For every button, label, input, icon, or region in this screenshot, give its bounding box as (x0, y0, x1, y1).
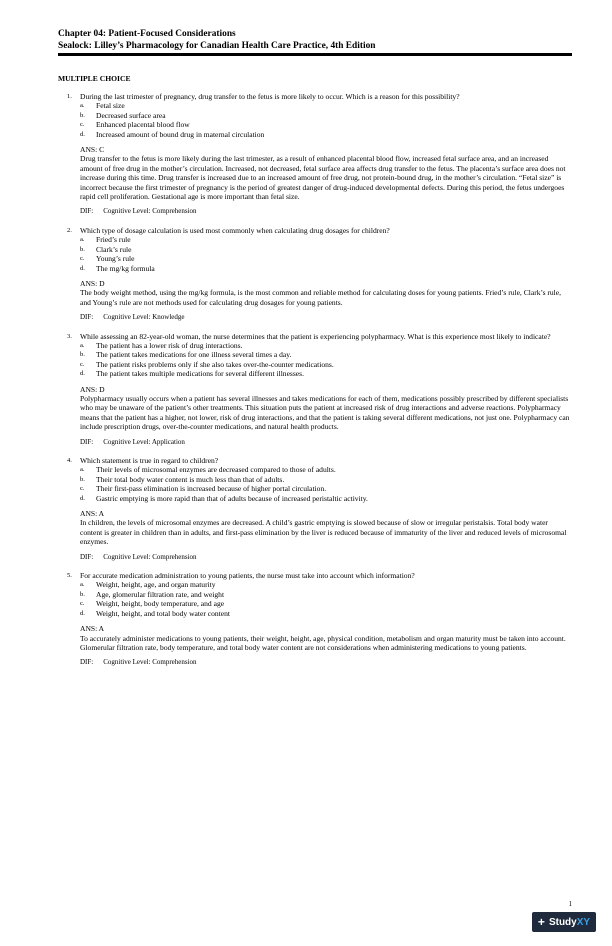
question-number: 2. (67, 226, 72, 234)
question-item (58, 571, 572, 668)
difficulty-value: Cognitive Level: Comprehension (103, 207, 197, 216)
option-letter: b. (80, 351, 85, 359)
difficulty-line (58, 553, 572, 562)
option-text: Clark’s rule (96, 244, 132, 254)
option-text: Young’s rule (96, 254, 135, 264)
difficulty-line (58, 438, 572, 447)
option-text: The patient has a lower risk of drug interactions. (96, 340, 243, 350)
question-stem (58, 332, 572, 341)
chapter-title: Chapter 04: Patient-Focused Considerations (58, 29, 236, 39)
option-letter: a. (80, 102, 85, 110)
option-list (58, 341, 572, 379)
question-item (58, 456, 572, 562)
question-number: 1. (67, 93, 72, 100)
option-text: Gastric emptying is more rapid than that of adults because of increased peristaltic activity. (96, 493, 368, 503)
difficulty-line (58, 207, 572, 216)
answer-explanation: To accurately administer medications to young patients, their weight, height, age, physical condition, metabolism and organ maturity must be taken into account. Glomerular filtration rate, body temperature, and total body water content are not considerations when administering medications to young patients. (80, 633, 566, 652)
option-letter: b. (80, 245, 85, 253)
option-letter: a. (80, 236, 85, 244)
difficulty-value: Cognitive Level: Comprehension (103, 658, 197, 667)
option-letter: d. (80, 494, 85, 502)
option-letter: b. (80, 111, 85, 119)
option-letter: b. (80, 475, 85, 483)
option-letter: d. (80, 130, 85, 138)
question-stem (58, 571, 572, 580)
difficulty-label: DIF: (80, 207, 94, 216)
answer-explanation: Polypharmacy usually occurs when a patient has several illnesses and takes medications for each of them, medications possibly prescribed by different specialists who may be unaware of the patient’s other treatments. This situation puts the patient at increased risk of drug interactions and adverse reactions. Polypharmacy means that the patient has a higher, not lower, risk of drug interactions, and that the patient is taking several different medications, not just one. Polypharmacy can include prescription drugs, over-the-counter medications, and natural health products. (80, 393, 570, 432)
option-text: The patient takes multiple medications for several different illnesses. (96, 369, 304, 379)
book-title: Sealock: Lilley’s Pharmacology for Canadian Health Care Practice, 4th Edition (58, 41, 376, 51)
option-text: Decreased surface area (96, 110, 166, 120)
option-text: Their total body water content is much less than that of adults. (96, 474, 285, 484)
option-letter: a. (80, 581, 85, 589)
answer-explanation: The body weight method, using the mg/kg formula, is the most common and reliable method for calculating doses for young patients. Fried’s rule, Clark’s rule, and Young’s rule are not methods used for calculating drug dosages for young patients. (80, 288, 562, 307)
answer-option (58, 580, 572, 589)
question-number: 5. (67, 572, 72, 580)
answer-option (58, 475, 572, 484)
answer-option (58, 360, 572, 369)
answer-key: ANS: A (80, 624, 105, 634)
section-title: MULTIPLE CHOICE (58, 74, 131, 83)
answer-key: ANS: C (80, 145, 105, 155)
answer-option (58, 101, 572, 110)
answer-explanation: In children, the levels of microsomal enzymes are decreased. A child’s gastric emptying is slowed because of slow or irregular peristalsis. Total body water content is greater in children than in adults, and first-pass elimination by the liver is reduced because of immaturity of the liver and reduced levels of microsomal enzymes. (80, 518, 567, 547)
question-stem (58, 226, 572, 235)
option-letter: b. (80, 590, 85, 598)
header-rule (58, 53, 572, 56)
option-text: The mg/kg formula (96, 263, 155, 273)
option-letter: a. (80, 341, 85, 349)
difficulty-label: DIF: (80, 658, 94, 667)
question-text: Which type of dosage calculation is used most commonly when calculating drug dosages for children? (80, 225, 390, 235)
option-list (58, 465, 572, 503)
answer-option (58, 235, 572, 244)
difficulty-value: Cognitive Level: Knowledge (103, 313, 185, 322)
answer-option (58, 245, 572, 254)
option-letter: c. (80, 600, 85, 608)
option-list (58, 235, 572, 273)
option-letter: d. (80, 370, 85, 378)
answer-option (58, 609, 572, 618)
option-text: The patient risks problems only if she also takes over-the-counter medications. (96, 359, 334, 369)
answer-option (58, 599, 572, 608)
answer-option (58, 590, 572, 599)
difficulty-value: Cognitive Level: Application (103, 437, 185, 446)
option-text: Increased amount of bound drug in maternal circulation (96, 129, 265, 139)
answer-option (58, 111, 572, 120)
page-number: 1 (568, 900, 572, 908)
option-letter: d. (80, 264, 85, 272)
option-text: The patient takes medications for one illness several times a day. (96, 350, 292, 360)
option-text: Their levels of microsomal enzymes are decreased compared to those of adults. (96, 465, 336, 475)
option-text: Age, glomerular filtration rate, and weight (96, 589, 225, 599)
answer-option (58, 130, 572, 139)
option-list (58, 101, 572, 139)
difficulty-line (58, 313, 572, 322)
difficulty-label: DIF: (80, 313, 94, 322)
difficulty-value: Cognitive Level: Comprehension (103, 552, 197, 561)
option-letter: c. (80, 255, 85, 263)
answer-option (58, 264, 572, 273)
option-letter: d. (80, 609, 85, 617)
answer-option (58, 120, 572, 129)
question-number: 3. (67, 332, 72, 340)
option-text: Their first-pass elimination is increased because of higher portal circulation. (96, 484, 327, 494)
answer-explanation: Drug transfer to the fetus is more likely during the last trimester, as a result of enhanced placental blood flow, increased fetal surface area, and an increased amount of free drug in the mother’s circulation. Increased, not decreased, fetal surface area affects drug transfer to the fetus. The placenta’s surface area does not increase during this time. Drug transfer is increased due to an increased amount of free drug, not protein-bound drug, in the mother’s circulation. “Fetal size” is incorrect because the first trimester of pregnancy is the period of greatest danger of drug-induced developmental defects. During this period, the fetus undergoes rapid cell proliferation. Gestational age is more important than fetal size. (80, 154, 566, 202)
option-text: Weight, height, age, and organ maturity (96, 580, 216, 590)
option-text: Weight, height, and total body water content (96, 608, 230, 618)
answer-option (58, 254, 572, 263)
question-stem (58, 92, 572, 101)
difficulty-label: DIF: (80, 437, 94, 446)
option-letter: c. (80, 121, 85, 129)
question-text: Which statement is true in regard to children? (80, 456, 219, 465)
option-letter: c. (80, 360, 85, 368)
question-text: During the last trimester of pregnancy, drug transfer to the fetus is more likely to occur. Which is a reason for this possibility? (80, 92, 460, 101)
question-list (58, 92, 572, 677)
answer-key: ANS: D (80, 384, 105, 394)
question-number: 4. (67, 457, 72, 464)
option-letter: a. (80, 466, 85, 474)
option-text: Enhanced placental blood flow (96, 120, 190, 130)
plus-icon: + (537, 915, 545, 929)
document-header (58, 28, 572, 52)
option-letter: c. (80, 485, 85, 493)
question-text: For accurate medication administration to young patients, the nurse must take into account which information? (80, 571, 415, 581)
answer-option (58, 494, 572, 503)
studyxy-badge[interactable] (532, 912, 596, 932)
answer-option (58, 369, 572, 378)
difficulty-line (58, 658, 572, 667)
option-list (58, 580, 572, 618)
badge-word: Study (548, 916, 577, 928)
option-text: Fried’s rule (96, 235, 131, 245)
option-text: Fetal size (96, 101, 125, 111)
question-item (58, 92, 572, 217)
difficulty-label: DIF: (80, 552, 94, 561)
question-text: While assessing an 82-year-old woman, the nurse determines that the patient is experiencing polypharmacy. What is this experience most likely to indicate? (80, 331, 551, 341)
option-text: Weight, height, body temperature, and age (96, 599, 225, 609)
answer-key: ANS: D (80, 278, 105, 288)
question-item (58, 226, 572, 323)
answer-option (58, 465, 572, 474)
answer-option (58, 341, 572, 350)
question-stem (58, 456, 572, 465)
badge-suffix: XY (576, 916, 591, 928)
answer-option (58, 484, 572, 493)
answer-key: ANS: A (80, 509, 105, 519)
question-item (58, 332, 572, 447)
answer-option (58, 350, 572, 359)
